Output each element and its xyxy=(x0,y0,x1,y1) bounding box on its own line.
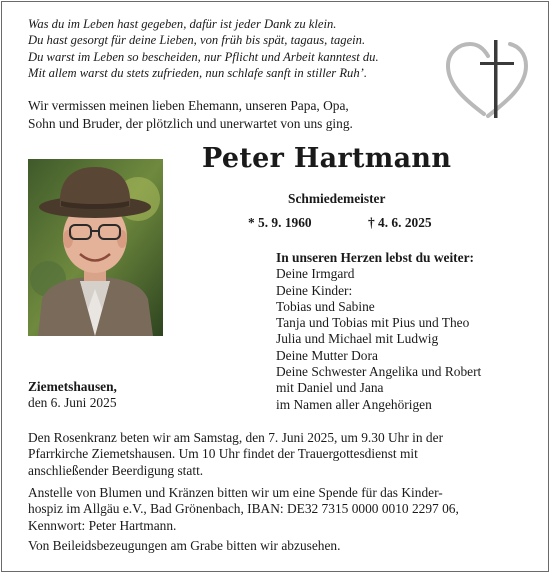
rosary-notice xyxy=(28,430,528,479)
portrait-photo xyxy=(28,159,163,336)
town-name: Ziemetshausen, xyxy=(28,379,117,394)
poem-line: Was du im Leben hast gegeben, dafür ist jeder Dank zu klein. xyxy=(28,17,337,31)
poem-line: Du warst im Leben so bescheiden, nur Pflicht und Arbeit kanntest du. xyxy=(28,49,379,64)
donation-line: hospiz im Allgäu e.V., Bad Grönenbach, IBAN: DE32 7315 0000 0010 2297 06, xyxy=(28,501,459,517)
mourner-line: Tanja und Tobias mit Pius und Theo xyxy=(276,315,470,331)
mourner-line: Deine Kinder: xyxy=(276,282,353,298)
mourner-line: im Namen aller Angehörigen xyxy=(276,396,432,412)
mourner-line: Deine Irmgard xyxy=(276,266,355,282)
rosary-line: Pfarrkirche Ziemetshausen. Um 10 Uhr findet der Trauergottesdienst mit xyxy=(28,446,418,462)
donation-line: Kennwort: Peter Hartmann. xyxy=(28,517,177,533)
intro-line: Wir vermissen meinen lieben Ehemann, unseren Papa, Opa, xyxy=(28,98,349,113)
notice-date: den 6. Juni 2025 xyxy=(28,395,117,411)
donation-line: Anstelle von Blumen und Kränzen bitten wir um eine Spende für das Kinder- xyxy=(28,485,443,500)
mourner-line: Tobias und Sabine xyxy=(276,298,375,314)
rosary-line: anschließender Beerdigung statt. xyxy=(28,462,204,478)
obituary-notice xyxy=(1,1,549,572)
poem-line: Mit allem warst du stets zufrieden, nun schlafe sanft in stiller Ruh’. xyxy=(28,66,367,81)
mourner-line: Julia und Michael mit Ludwig xyxy=(276,331,439,347)
death-date: † 4. 6. 2025 xyxy=(368,215,432,230)
donation-notice xyxy=(28,485,528,534)
intro-line: Sohn und Bruder, der plötzlich und unerwartet von uns ging. xyxy=(28,115,353,131)
deceased-profession: Schmiedemeister xyxy=(288,191,386,206)
poem xyxy=(28,16,438,82)
mourners-list xyxy=(276,250,536,413)
condolence-notice xyxy=(28,538,528,554)
condolence-line: Von Beileidsbezeugungen am Grabe bitten wir abzusehen. xyxy=(28,538,341,553)
place-date xyxy=(28,379,117,412)
mourner-line: Deine Schwester Angelika und Robert xyxy=(276,364,482,380)
deceased-name: Peter Hartmann xyxy=(202,143,452,174)
mourners-heading: In unseren Herzen lebst du weiter: xyxy=(276,250,474,265)
rosary-line: Den Rosenkranz beten wir am Samstag, den 7. Juni 2025, um 9.30 Uhr in der xyxy=(28,430,444,445)
poem-line: Du hast gesorgt für deine Lieben, von früh bis spät, tagaus, tagein. xyxy=(28,33,366,48)
birth-date: * 5. 9. 1960 xyxy=(248,215,312,230)
mourner-line: mit Daniel und Jana xyxy=(276,380,384,396)
intro-text xyxy=(28,97,498,132)
mourner-line: Deine Mutter Dora xyxy=(276,347,378,363)
